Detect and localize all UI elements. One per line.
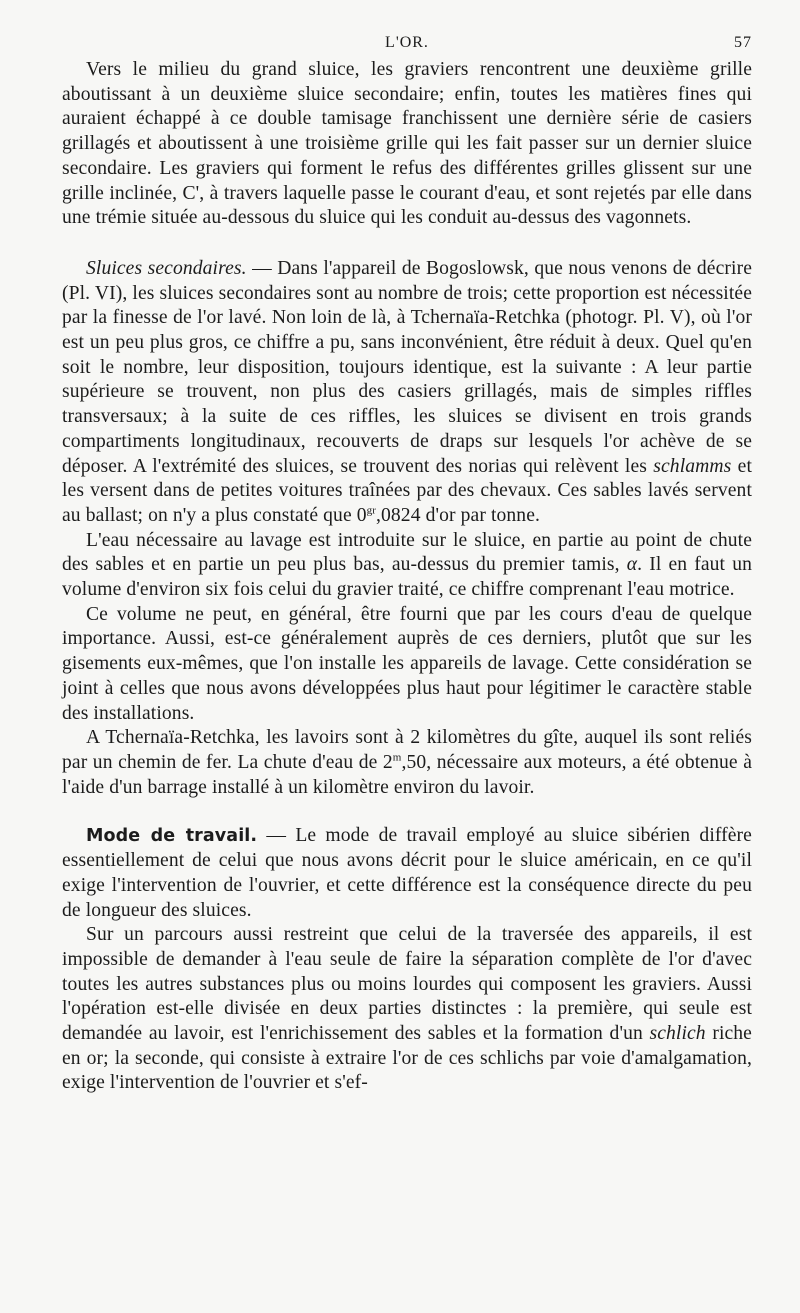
paragraph-parcours: Sur un parcours aussi restreint que celui de la traversée des appareils, il est impossible de demander à l'eau seule de faire la séparation complète de l'or d'avec toutes les autres substances plus ou moins lourdes qui composent les graviers. Aussi l'opération est-elle divisée en deux parties distinctes : la première, qui seule est demandée au lavoir, est l'enrichissement des sables et la formation d'un schlich riche en or; la seconde, qui consiste à extraire l'or de ces schlichs par voie d'amalgamation, exige l'intervention de l'ouvrier et s'ef- bbox=[62, 924, 752, 1094]
running-header bbox=[62, 0, 752, 58]
term-schlich: schlich bbox=[649, 1023, 706, 1045]
paragraph-volume: Ce volume ne peut, en général, être fourni que par les cours d'eau de quelque importance. Aussi, est-ce généralement auprès de ces derniers, plutôt que sur les gisements eux-mêmes, que l'on installe les appareils de lavage. Cette considération se joint à celles que nous avons développées plus haut pour légitimer le caractère stable des installations. bbox=[62, 603, 752, 724]
section-heading-sluices-secondaires: Sluices secondaires. bbox=[86, 257, 247, 279]
paragraph-eau-necessaire: L'eau nécessaire au lavage est introduite sur le sluice, en partie au point de chute des sables et en partie un peu plus bas, au-dessus du premier tamis, α. Il en faut un volume d'environ six fois celui du gravier traité, ce chiffre comprenant l'eau motrice. bbox=[62, 529, 752, 601]
paragraph-graviers: Vers le milieu du grand sluice, les graviers rencontrent une deuxième grille aboutissant à un deuxième sluice secondaire; enfin, toutes les matières fines qui auraient échappé à ce double tamisage franchissent une dernière série de casiers grillagés et aboutissent à une troisième grille qui les fait passer sur un dernier sluice secondaire. Les graviers qui forment le refus des différentes grilles glissent sur une grille inclinée, C', à travers laquelle passe le courant d'eau, et sont rejetés par elle dans une trémie située au-dessous du sluice qui les conduit au-dessus des vagonnets. bbox=[62, 59, 752, 229]
section-heading-mode-de-travail: Mode de travail. bbox=[86, 826, 258, 847]
running-title: L'OR. bbox=[385, 34, 429, 51]
paragraph-tchernaia-retchka: A Tchernaïa-Retchka, les lavoirs sont à 2 kilomètres du gîte, auquel ils sont reliés par un chemin de fer. La chute d'eau de 2$^m$,50, nécessaire aux moteurs, a été obtenue à l'aide d'un barrage installé à un kilomètre environ du lavoir. bbox=[62, 727, 752, 798]
page-number: 57 bbox=[734, 34, 752, 51]
term-schlamms: schlamms bbox=[653, 455, 732, 477]
paragraph-mode-de-travail: Mode de travail. — Le mode de travail employé au sluice sibérien diffère essentiellement de celui que nous avons décrit pour le sluice américain, en ce qu'il exige l'intervention de l'ouvrier, et cette différence est la conséquence directe du peu de longueur des sluices. bbox=[62, 825, 752, 921]
body-text bbox=[62, 58, 752, 1096]
paragraph-sluices-secondaires: Sluices secondaires. — Dans l'appareil de Bogoslowsk, que nous venons de décrire (Pl. VI), les sluices secondaires sont au nombre de trois; cette proportion est nécessitée par la finesse de l'or lavé. Non loin de là, à Tchernaïa-Retchka (photogr. Pl. V), où l'or est un peu plus gros, ce chiffre a pu, sans inconvénient, être réduit à deux. Quel qu'en soit le nombre, leur disposition, toujours identique, est la suivante : A leur partie supérieure se trouvent, non plus des casiers grillagés, mais de simples riffles transversaux; à la suite de ces riffles, les sluices se divisent en trois grands compartiments longitudinaux, recouverts de draps sur lesquels l'or achève de se déposer. A l'extrémité des sluices, se trouvent des norias qui relèvent les schlamms et les versent dans de petites voitures traînées par des chevaux. Ces sables lavés servent au ballast; on n'y a plus constaté que $0^{gr},0824$ d'or par tonne. bbox=[62, 257, 752, 526]
